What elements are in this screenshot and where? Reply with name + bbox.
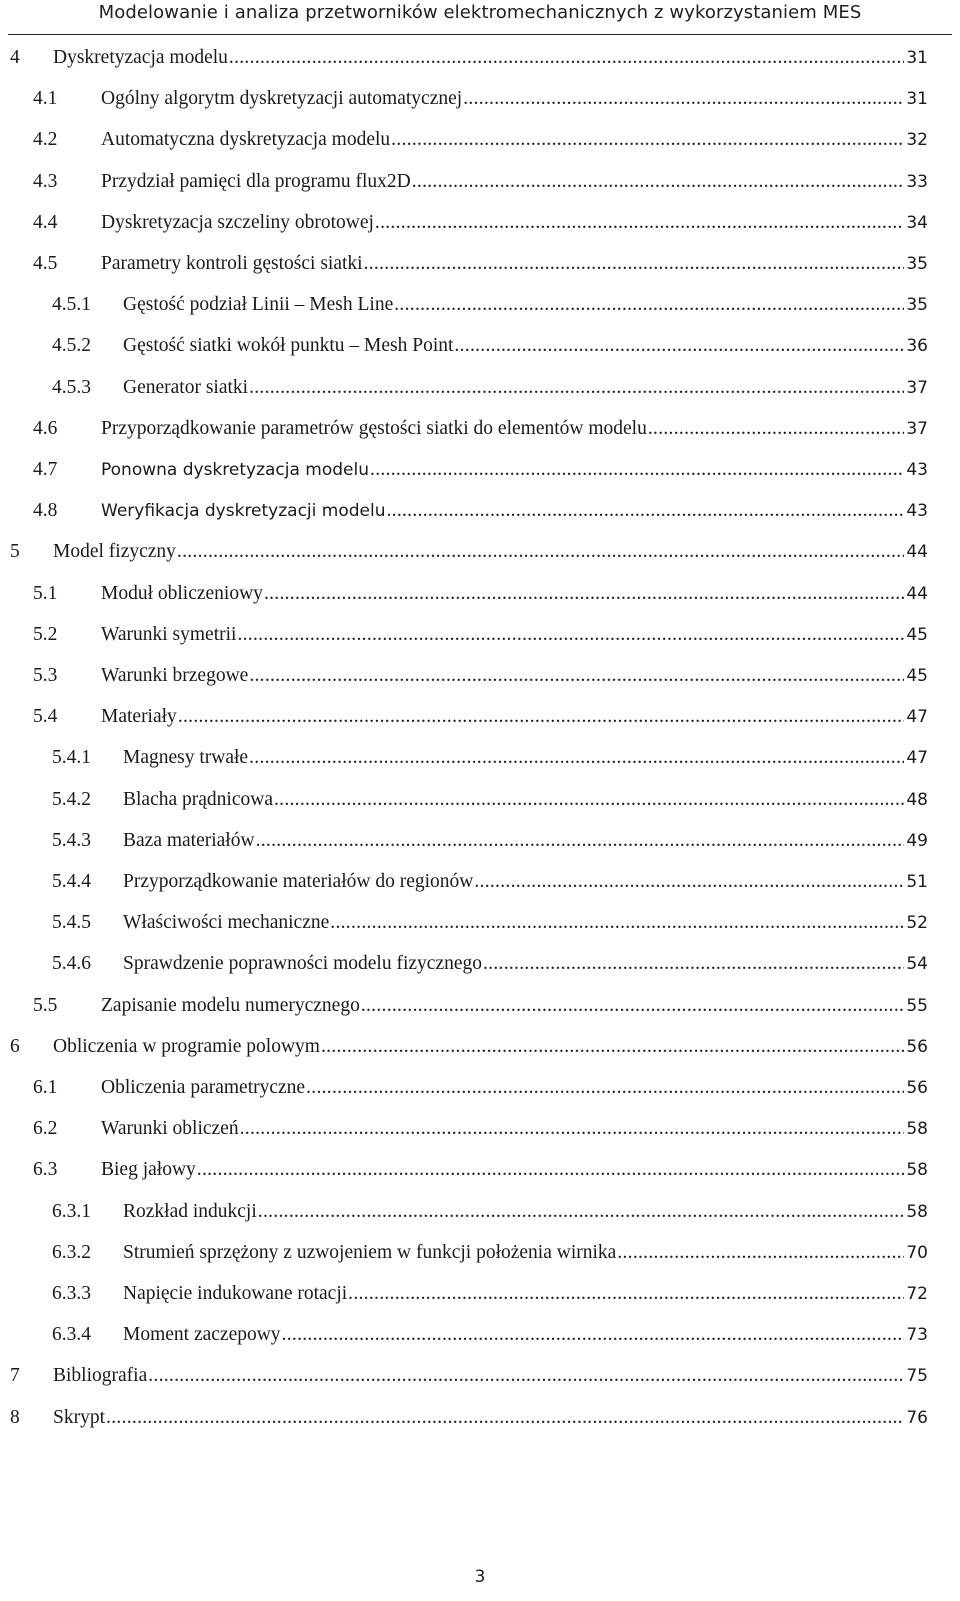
- toc-entry-page: 35: [906, 295, 928, 316]
- toc-entry-number: 5.4.4: [52, 871, 91, 892]
- toc-entry-page: 73: [906, 1325, 928, 1346]
- toc-entry[interactable]: [52, 1324, 928, 1354]
- toc-entry-number: 5: [10, 541, 20, 563]
- toc-entry-page: 37: [906, 418, 928, 439]
- toc-entry[interactable]: [33, 418, 928, 448]
- toc-entry-page: 44: [906, 542, 928, 563]
- toc-entry-title: Bibliografia: [53, 1365, 148, 1387]
- toc-dot-leader: [178, 706, 905, 728]
- toc-entry-page: 56: [906, 1036, 928, 1057]
- toc-entry-page: 33: [906, 171, 928, 192]
- toc-entry-number: 6.2: [33, 1118, 58, 1140]
- toc-entry-page: 47: [906, 707, 928, 728]
- toc-dot-leader: [348, 1283, 904, 1305]
- toc-entry-title: Model fizyczny: [53, 541, 176, 563]
- toc-entry-page: 49: [906, 830, 928, 851]
- toc-entry-page: 45: [906, 624, 928, 645]
- toc-entry[interactable]: [52, 747, 928, 777]
- toc-entry-number: 7: [10, 1365, 20, 1387]
- toc-entry-number: 4.5.3: [52, 376, 91, 398]
- toc-entry-page: 58: [906, 1119, 928, 1140]
- toc-entry-number: 4.3: [33, 170, 58, 192]
- toc-dot-leader: [454, 335, 904, 357]
- toc-entry-number: 5.5: [33, 994, 58, 1016]
- toc-entry-title: Obliczenia w programie polowym: [53, 1035, 320, 1057]
- toc-entry-page: 43: [906, 460, 928, 480]
- toc-entry[interactable]: [33, 88, 928, 118]
- toc-entry-title: Przyporządkowanie parametrów gęstości siatki do elementów modelu: [101, 417, 647, 439]
- toc-entry-page: 72: [906, 1284, 928, 1304]
- toc-entry-page: 55: [906, 995, 928, 1016]
- toc-entry[interactable]: [52, 377, 928, 407]
- toc-entry[interactable]: [33, 1159, 928, 1189]
- toc-entry-title: Materiały: [101, 706, 177, 728]
- toc-entry-page: 58: [906, 1201, 928, 1222]
- toc-entry-page: 51: [906, 872, 928, 892]
- toc-entry-number: 4: [10, 47, 20, 68]
- toc-entry-page: 48: [906, 789, 928, 810]
- toc-entry-title: Przydział pamięci dla programu flux2D: [101, 170, 411, 192]
- toc-entry-number: 4.5: [33, 253, 58, 274]
- toc-dot-leader: [197, 1159, 905, 1181]
- toc-entry[interactable]: [33, 171, 928, 201]
- toc-entry-title: Sprawdzenie poprawności modelu fizycznego: [123, 953, 482, 975]
- toc-entry-page: 54: [906, 954, 928, 975]
- toc-dot-leader: [375, 212, 904, 234]
- toc-entry[interactable]: [52, 294, 928, 324]
- toc-entry-title: Rozkład indukcji: [123, 1200, 257, 1222]
- toc-entry-number: 5.4: [33, 706, 58, 728]
- toc-entry-title: Dyskretyzacja modelu: [53, 47, 228, 68]
- toc-dot-leader: [148, 1365, 904, 1387]
- toc-entry-number: 5.4.2: [52, 788, 91, 810]
- toc-entry-number: 6.3.4: [52, 1324, 91, 1346]
- toc-dot-leader: [306, 1077, 904, 1099]
- toc-entry[interactable]: [33, 129, 928, 159]
- toc-entry-number: 4.2: [33, 129, 58, 151]
- toc-dot-leader: [282, 1324, 905, 1346]
- page-number: 3: [474, 1567, 486, 1587]
- toc-entry-number: 6.3.2: [52, 1241, 91, 1263]
- toc-dot-leader: [249, 377, 904, 399]
- toc-entry[interactable]: [33, 706, 928, 736]
- toc-entry-page: 43: [906, 501, 928, 522]
- toc-entry-number: 5.4.5: [52, 912, 91, 934]
- toc-entry-number: 4.4: [33, 211, 58, 233]
- toc-entry-title: Obliczenia parametryczne: [101, 1077, 306, 1098]
- toc-entry-page: 58: [906, 1160, 928, 1181]
- toc-entry-number: 4.7: [33, 459, 58, 480]
- toc-entry-title: Zapisanie modelu numerycznego: [101, 994, 360, 1016]
- toc-dot-leader: [648, 418, 905, 440]
- toc-dot-leader: [391, 129, 904, 151]
- toc-entry-page: 56: [906, 1078, 928, 1098]
- toc-entry-title: Automatyczna dyskretyzacja modelu: [101, 129, 391, 151]
- toc-entry[interactable]: [52, 1201, 928, 1231]
- toc-entry-number: 4.6: [33, 417, 58, 439]
- toc-entry-number: 6.3.1: [52, 1200, 91, 1222]
- toc-entry-number: 6.3: [33, 1159, 58, 1181]
- toc-entry-title: Moduł obliczeniowy: [101, 582, 263, 604]
- toc-entry-title: Przyporządkowanie materiałów do regionów: [123, 871, 474, 892]
- toc-entry[interactable]: [33, 624, 928, 654]
- toc-entry-title: Generator siatki: [123, 376, 249, 398]
- toc-dot-leader: [258, 1201, 905, 1223]
- toc-entry-title: Ogólny algorytm dyskretyzacji automatycznej: [101, 88, 463, 110]
- toc-entry-page: 37: [906, 377, 928, 398]
- toc-dot-leader: [256, 830, 905, 852]
- toc-entry-number: 4.8: [33, 500, 58, 522]
- toc-entry-title: Magnesy trwałe: [123, 747, 249, 769]
- toc-entry-title: Weryfikacja dyskretyzacji modelu: [101, 501, 386, 522]
- toc-entry-number: 5.2: [33, 623, 58, 645]
- toc-entry-number: 6: [10, 1035, 20, 1057]
- toc-entry-title: Właściwości mechaniczne: [123, 912, 330, 934]
- toc-entry-page: 35: [906, 254, 928, 274]
- toc-dot-leader: [474, 871, 904, 893]
- toc-entry-page: 32: [906, 130, 928, 151]
- toc-entry-number: 5.4.6: [52, 953, 91, 975]
- toc-entry-title: Skrypt: [53, 1406, 106, 1428]
- toc-dot-leader: [617, 1242, 904, 1264]
- toc-dot-leader: [463, 88, 904, 110]
- toc-entry-page: 45: [906, 666, 928, 686]
- toc-dot-leader: [330, 912, 904, 934]
- toc-entry-page: 31: [906, 48, 928, 68]
- toc-entry-number: 5.4.3: [52, 829, 91, 851]
- toc-dot-leader: [386, 500, 904, 522]
- toc-entry-title: Dyskretyzacja szczeliny obrotowej: [101, 211, 374, 233]
- toc-dot-leader: [249, 665, 904, 687]
- toc-dot-leader: [364, 253, 905, 275]
- toc-entry-title: Gęstość siatki wokół punktu – Mesh Point: [123, 335, 454, 357]
- toc-dot-leader: [237, 624, 904, 646]
- toc-entry-number: 8: [10, 1406, 20, 1428]
- toc-entry[interactable]: [10, 1365, 928, 1395]
- toc-entry-page: 44: [906, 583, 928, 604]
- toc-dot-leader: [229, 47, 904, 69]
- toc-dot-leader: [483, 953, 904, 975]
- toc-entry-number: 4.1: [33, 88, 58, 110]
- toc-entry[interactable]: [33, 1118, 928, 1148]
- toc-entry-number: 5.4.1: [52, 747, 91, 769]
- toc-entry-title: Gęstość podział Linii – Mesh Line: [123, 294, 394, 316]
- toc-dot-leader: [394, 294, 904, 316]
- toc-entry[interactable]: [33, 583, 928, 613]
- toc-entry[interactable]: [52, 1242, 928, 1272]
- toc-entry[interactable]: [33, 665, 928, 695]
- toc-dot-leader: [177, 541, 904, 563]
- toc-entry-number: 4.5.2: [52, 335, 91, 357]
- toc-entry[interactable]: [33, 212, 928, 242]
- toc-entry-page: 31: [906, 89, 928, 110]
- toc-entry-page: 76: [906, 1407, 928, 1428]
- toc-entry[interactable]: [10, 1407, 928, 1437]
- toc-entry[interactable]: [10, 541, 928, 571]
- running-header: Modelowanie i analiza przetworników elektromechanicznych z wykorzystaniem MES: [98, 2, 862, 23]
- toc-entry-title: Warunki obliczeń: [101, 1118, 239, 1140]
- toc-dot-leader: [274, 789, 904, 811]
- toc-entry-number: 6.1: [33, 1077, 58, 1098]
- toc-entry[interactable]: [52, 953, 928, 983]
- toc-entry-title: Strumień sprzężony z uzwojeniem w funkcji położenia wirnika: [123, 1241, 617, 1263]
- toc-entry[interactable]: [33, 1077, 928, 1107]
- toc-entry-title: Ponowna dyskretyzacja modelu: [101, 460, 370, 480]
- toc-entry-page: 75: [906, 1366, 928, 1387]
- toc-dot-leader: [240, 1118, 905, 1140]
- toc-dot-leader: [361, 995, 905, 1017]
- toc-entry-title: Blacha prądnicowa: [123, 788, 273, 810]
- toc-entry-number: 6.3.3: [52, 1283, 91, 1304]
- toc-entry-page: 52: [906, 913, 928, 934]
- toc-entry[interactable]: [10, 1036, 928, 1066]
- toc-entry-page: 36: [906, 336, 928, 357]
- toc-entry-page: 34: [906, 212, 928, 233]
- toc-entry-title: Moment zaczepowy: [123, 1324, 281, 1346]
- toc-entry-number: 5.3: [33, 665, 58, 686]
- toc-entry[interactable]: [33, 253, 928, 283]
- toc-entry-title: Napięcie indukowane rotacji: [123, 1283, 348, 1304]
- header-divider: [8, 34, 952, 35]
- toc-entry[interactable]: [52, 789, 928, 819]
- toc-entry[interactable]: [33, 459, 928, 489]
- toc-dot-leader: [370, 459, 904, 481]
- toc-entry[interactable]: [52, 912, 928, 942]
- toc-entry[interactable]: [52, 830, 928, 860]
- toc-dot-leader: [264, 583, 904, 605]
- toc-entry[interactable]: [52, 335, 928, 365]
- toc-entry[interactable]: [33, 995, 928, 1025]
- toc-entry[interactable]: [52, 1283, 928, 1313]
- toc-entry-title: Warunki symetrii: [101, 623, 237, 645]
- toc-entry-title: Warunki brzegowe: [101, 665, 249, 686]
- toc-entry-title: Parametry kontroli gęstości siatki: [101, 253, 363, 274]
- toc-entry[interactable]: [10, 47, 928, 77]
- toc-entry-number: 5.1: [33, 582, 58, 604]
- toc-entry-page: 47: [906, 748, 928, 769]
- toc-dot-leader: [106, 1407, 904, 1429]
- toc-entry-number: 4.5.1: [52, 294, 91, 316]
- toc-entry[interactable]: [52, 871, 928, 901]
- toc-dot-leader: [321, 1036, 904, 1058]
- toc-entry-title: Baza materiałów: [123, 829, 255, 851]
- toc-entry[interactable]: [33, 500, 928, 530]
- toc-entry-title: Bieg jałowy: [101, 1159, 196, 1181]
- toc-dot-leader: [412, 171, 905, 193]
- toc-dot-leader: [249, 747, 904, 769]
- toc-entry-page: 70: [906, 1242, 928, 1263]
